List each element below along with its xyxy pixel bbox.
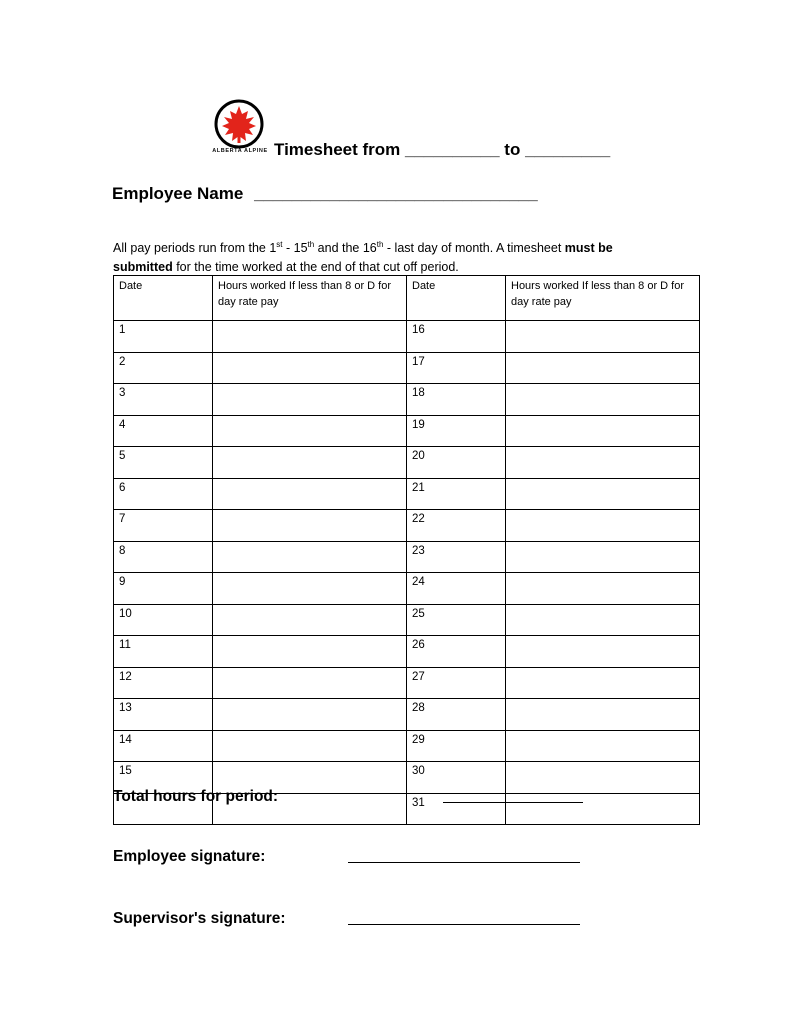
cell-date-left: 15 xyxy=(114,762,213,794)
cell-hours-left[interactable] xyxy=(213,415,407,447)
intro-part-2: - 15 xyxy=(282,240,308,255)
cell-date-left: 13 xyxy=(114,699,213,731)
cell-hours-right[interactable] xyxy=(506,510,700,542)
timesheet-table xyxy=(113,275,700,825)
cell-date-left: 1 xyxy=(114,321,213,353)
title-blank-to[interactable]: _________ xyxy=(525,140,611,159)
intro-emphasis: must be submitted xyxy=(113,240,613,274)
table-row xyxy=(114,636,700,668)
cell-date-left: 12 xyxy=(114,667,213,699)
cell-date-left: 2 xyxy=(114,352,213,384)
cell-date-right: 27 xyxy=(407,667,506,699)
table-row xyxy=(114,604,700,636)
cell-hours-left[interactable] xyxy=(213,541,407,573)
cell-date-left: 11 xyxy=(114,636,213,668)
employee-name-label: Employee Name xyxy=(112,184,244,203)
cell-hours-right[interactable] xyxy=(506,352,700,384)
cell-hours-left[interactable] xyxy=(213,384,407,416)
cell-date-left: 7 xyxy=(114,510,213,542)
table-row xyxy=(114,321,700,353)
cell-hours-right[interactable] xyxy=(506,573,700,605)
column-header-hours-right: Hours worked If less than 8 or D for day rate pay xyxy=(506,276,700,321)
cell-hours-right[interactable] xyxy=(506,667,700,699)
intro-part-1: All pay periods run from the 1 xyxy=(113,240,277,255)
timesheet-table-body xyxy=(114,276,700,825)
table-header-row xyxy=(114,276,700,321)
cell-hours-right[interactable] xyxy=(506,636,700,668)
total-hours-label: Total hours for period: xyxy=(113,788,279,805)
column-header-date-left: Date xyxy=(114,276,213,321)
cell-date-left: 9 xyxy=(114,573,213,605)
cell-date-right: 26 xyxy=(407,636,506,668)
cell-date-right: 22 xyxy=(407,510,506,542)
title-middle: to xyxy=(504,140,521,159)
table-row xyxy=(114,541,700,573)
cell-date-right: 29 xyxy=(407,730,506,762)
cell-hours-right[interactable] xyxy=(506,699,700,731)
cell-hours-left[interactable] xyxy=(213,321,407,353)
employee-name-field xyxy=(112,184,538,204)
table-row xyxy=(114,699,700,731)
intro-sup-1: st xyxy=(276,239,283,249)
cell-hours-right[interactable] xyxy=(506,541,700,573)
cell-hours-right[interactable] xyxy=(506,447,700,479)
cell-date-left: 3 xyxy=(114,384,213,416)
cell-hours-right[interactable] xyxy=(506,321,700,353)
cell-hours-right[interactable] xyxy=(506,604,700,636)
cell-hours-left[interactable] xyxy=(213,699,407,731)
cell-hours-left[interactable] xyxy=(213,730,407,762)
cell-hours-left[interactable] xyxy=(213,604,407,636)
cell-date-right: 31 xyxy=(407,793,506,825)
cell-date-left: 8 xyxy=(114,541,213,573)
cell-hours-right[interactable] xyxy=(506,384,700,416)
cell-date-right: 28 xyxy=(407,699,506,731)
table-row xyxy=(114,510,700,542)
cell-hours-left[interactable] xyxy=(213,636,407,668)
cell-date-right: 21 xyxy=(407,478,506,510)
cell-date-right: 20 xyxy=(407,447,506,479)
pay-period-instructions xyxy=(113,235,673,277)
document-header xyxy=(112,96,672,168)
table-row xyxy=(114,730,700,762)
cell-date-left: 5 xyxy=(114,447,213,479)
intro-part-5: for the time worked at the end of that cut off period. xyxy=(172,259,459,274)
title-blank-from[interactable]: __________ xyxy=(405,140,500,159)
cell-date-right: 19 xyxy=(407,415,506,447)
cell-hours-right[interactable] xyxy=(506,415,700,447)
cell-date-right: 18 xyxy=(407,384,506,416)
employee-name-input-blank[interactable]: ______________________________ xyxy=(254,184,538,203)
cell-hours-left[interactable] xyxy=(213,573,407,605)
cell-date-right: 25 xyxy=(407,604,506,636)
employee-signature-line[interactable] xyxy=(348,862,580,863)
cell-date-right: 30 xyxy=(407,762,506,794)
column-header-hours-left: Hours worked If less than 8 or D for day rate pay xyxy=(213,276,407,321)
table-row xyxy=(114,573,700,605)
cell-hours-right[interactable] xyxy=(506,730,700,762)
supervisor-signature-line[interactable] xyxy=(348,924,580,925)
cell-date-right: 17 xyxy=(407,352,506,384)
table-row xyxy=(114,384,700,416)
cell-date-left: 14 xyxy=(114,730,213,762)
cell-date-right: 24 xyxy=(407,573,506,605)
cell-hours-left[interactable] xyxy=(213,352,407,384)
cell-date-left: 6 xyxy=(114,478,213,510)
cell-date-right: 16 xyxy=(407,321,506,353)
page-title xyxy=(274,140,610,160)
cell-hours-right[interactable] xyxy=(506,478,700,510)
table-row xyxy=(114,667,700,699)
total-hours-input-line[interactable] xyxy=(443,802,583,803)
cell-hours-left[interactable] xyxy=(213,510,407,542)
table-row xyxy=(114,478,700,510)
cell-hours-left[interactable] xyxy=(213,667,407,699)
table-row xyxy=(114,415,700,447)
table-row xyxy=(114,352,700,384)
column-header-date-right: Date xyxy=(407,276,506,321)
supervisor-signature-label: Supervisor's signature: xyxy=(113,910,286,927)
logo-caption: ALBERTA ALPINE xyxy=(212,148,268,154)
intro-part-4: - last day of month. A timesheet xyxy=(383,240,565,255)
table-row xyxy=(114,447,700,479)
cell-hours-left[interactable] xyxy=(213,447,407,479)
employee-signature-label: Employee signature: xyxy=(113,848,266,865)
cell-hours-left[interactable] xyxy=(213,478,407,510)
intro-sup-2: th xyxy=(307,239,315,249)
cell-hours-right[interactable] xyxy=(506,793,700,825)
title-prefix: Timesheet from xyxy=(274,140,401,159)
intro-part-3: and the 16 xyxy=(314,240,377,255)
cell-date-left: 4 xyxy=(114,415,213,447)
cell-hours-right[interactable] xyxy=(506,762,700,794)
cell-date-right: 23 xyxy=(407,541,506,573)
intro-sup-3: th xyxy=(376,239,384,249)
cell-date-left: 10 xyxy=(114,604,213,636)
